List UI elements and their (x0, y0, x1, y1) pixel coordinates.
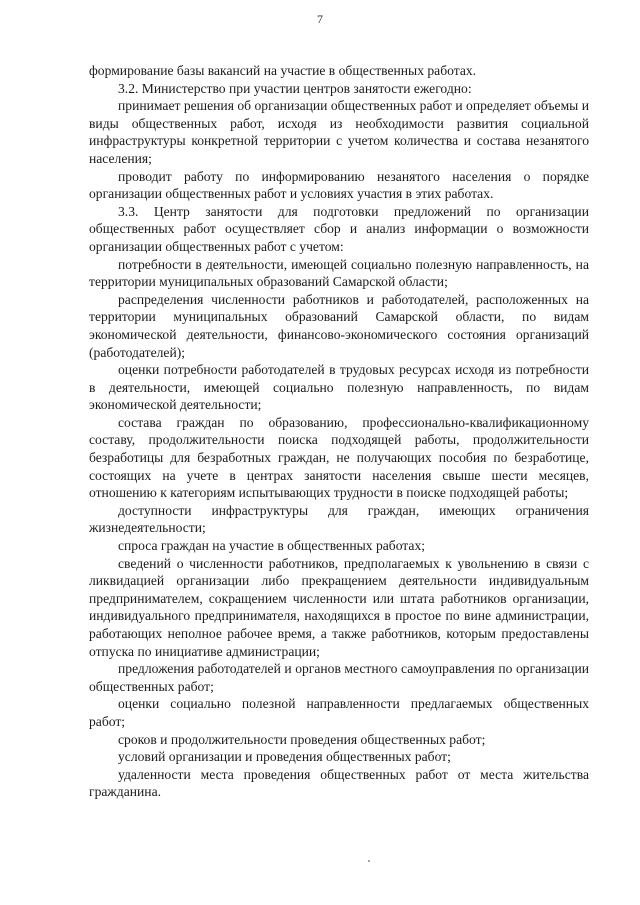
list-item-proposals: предложения работодателей и органов местного самоуправления по организации общественных работ; (89, 661, 589, 694)
paragraph-continuation: формирование базы вакансий на участие в общественных работах. (89, 63, 477, 78)
list-item-need: потребности в деятельности, имеющей социально полезную направленность, на территории муниципальных образований Самарской области; (89, 256, 589, 290)
list-item-citizen-composition: состава граждан по образованию, профессионально-квалификационному составу, продолжительности поиска подходящей работы, продолжительности безработицы для безработных граждан, не получающих пособия по безработице, состоящих на учете в центрах занятости населения свыше шести месяцев, отношению к категориям испытывающих трудности в поиске подходящей работы; (89, 414, 589, 501)
list-item-distance: удаленности места проведения общественных работ от места жительства гражданина. (89, 766, 589, 800)
list-item-usefulness: оценки социально полезной направленности предлагаемых общественных работ; (89, 696, 589, 729)
paragraph-decisions: принимает решения об организации общественных работ и определяет объемы и виды общественных работ, исходя из необходимости развития социальной инфраструктуры конкретной территории с учетом количества и состава незанятого населения; (89, 98, 589, 166)
list-item-duration: сроков и продолжительности проведения общественных работ; (118, 731, 486, 747)
list-item-conditions: условий организации и проведения общественных работ; (118, 749, 451, 765)
paragraph-informing: проводит работу по информированию незанятого населения о порядке организации общественных работ и условиях участия в этих работах. (89, 168, 589, 202)
section-3-3-heading: 3.3. Центр занятости для подготовки предложений по организации общественных работ осуществляет сбор и анализ информации о возможности организации общественных работ с учетом: (89, 203, 589, 254)
list-item-accessibility: доступности инфраструктуры для граждан, имеющих ограничения жизнедеятельности; (89, 502, 589, 536)
section-3-2-heading: 3.2. Министерство при участии центров занятости ежегодно: (118, 80, 472, 96)
list-item-distribution: распределения численности работников и работодателей, расположенных на территории муниципальных образований Самарской области, по видам экономической деятельности, финансово-экономического состояния организаций (работодателей); (89, 291, 589, 360)
document-body (89, 62, 589, 801)
list-item-demand: спроса граждан на участие в общественных работах; (118, 538, 426, 554)
list-item-dismissal-info: сведений о численности работников, предполагаемых к увольнению в связи с ликвидацией организации либо прекращением деятельности индивидуальным предпринимателем, сокращением численности или штата работников организации, индивидуального предпринимателя, находящихся в простое по вине администрации, работающих неполное рабочее время, а также работников, которым предоставлены отпуска по инициативе администрации; (89, 555, 589, 659)
list-item-employer-needs: оценки потребности работодателей в трудовых ресурсах исходя из потребности в деятельности, имеющей социально полезную направленность, по видам экономической деятельности; (89, 362, 589, 413)
scan-artifact-dot (368, 860, 370, 862)
page-number: 7 (317, 12, 323, 26)
